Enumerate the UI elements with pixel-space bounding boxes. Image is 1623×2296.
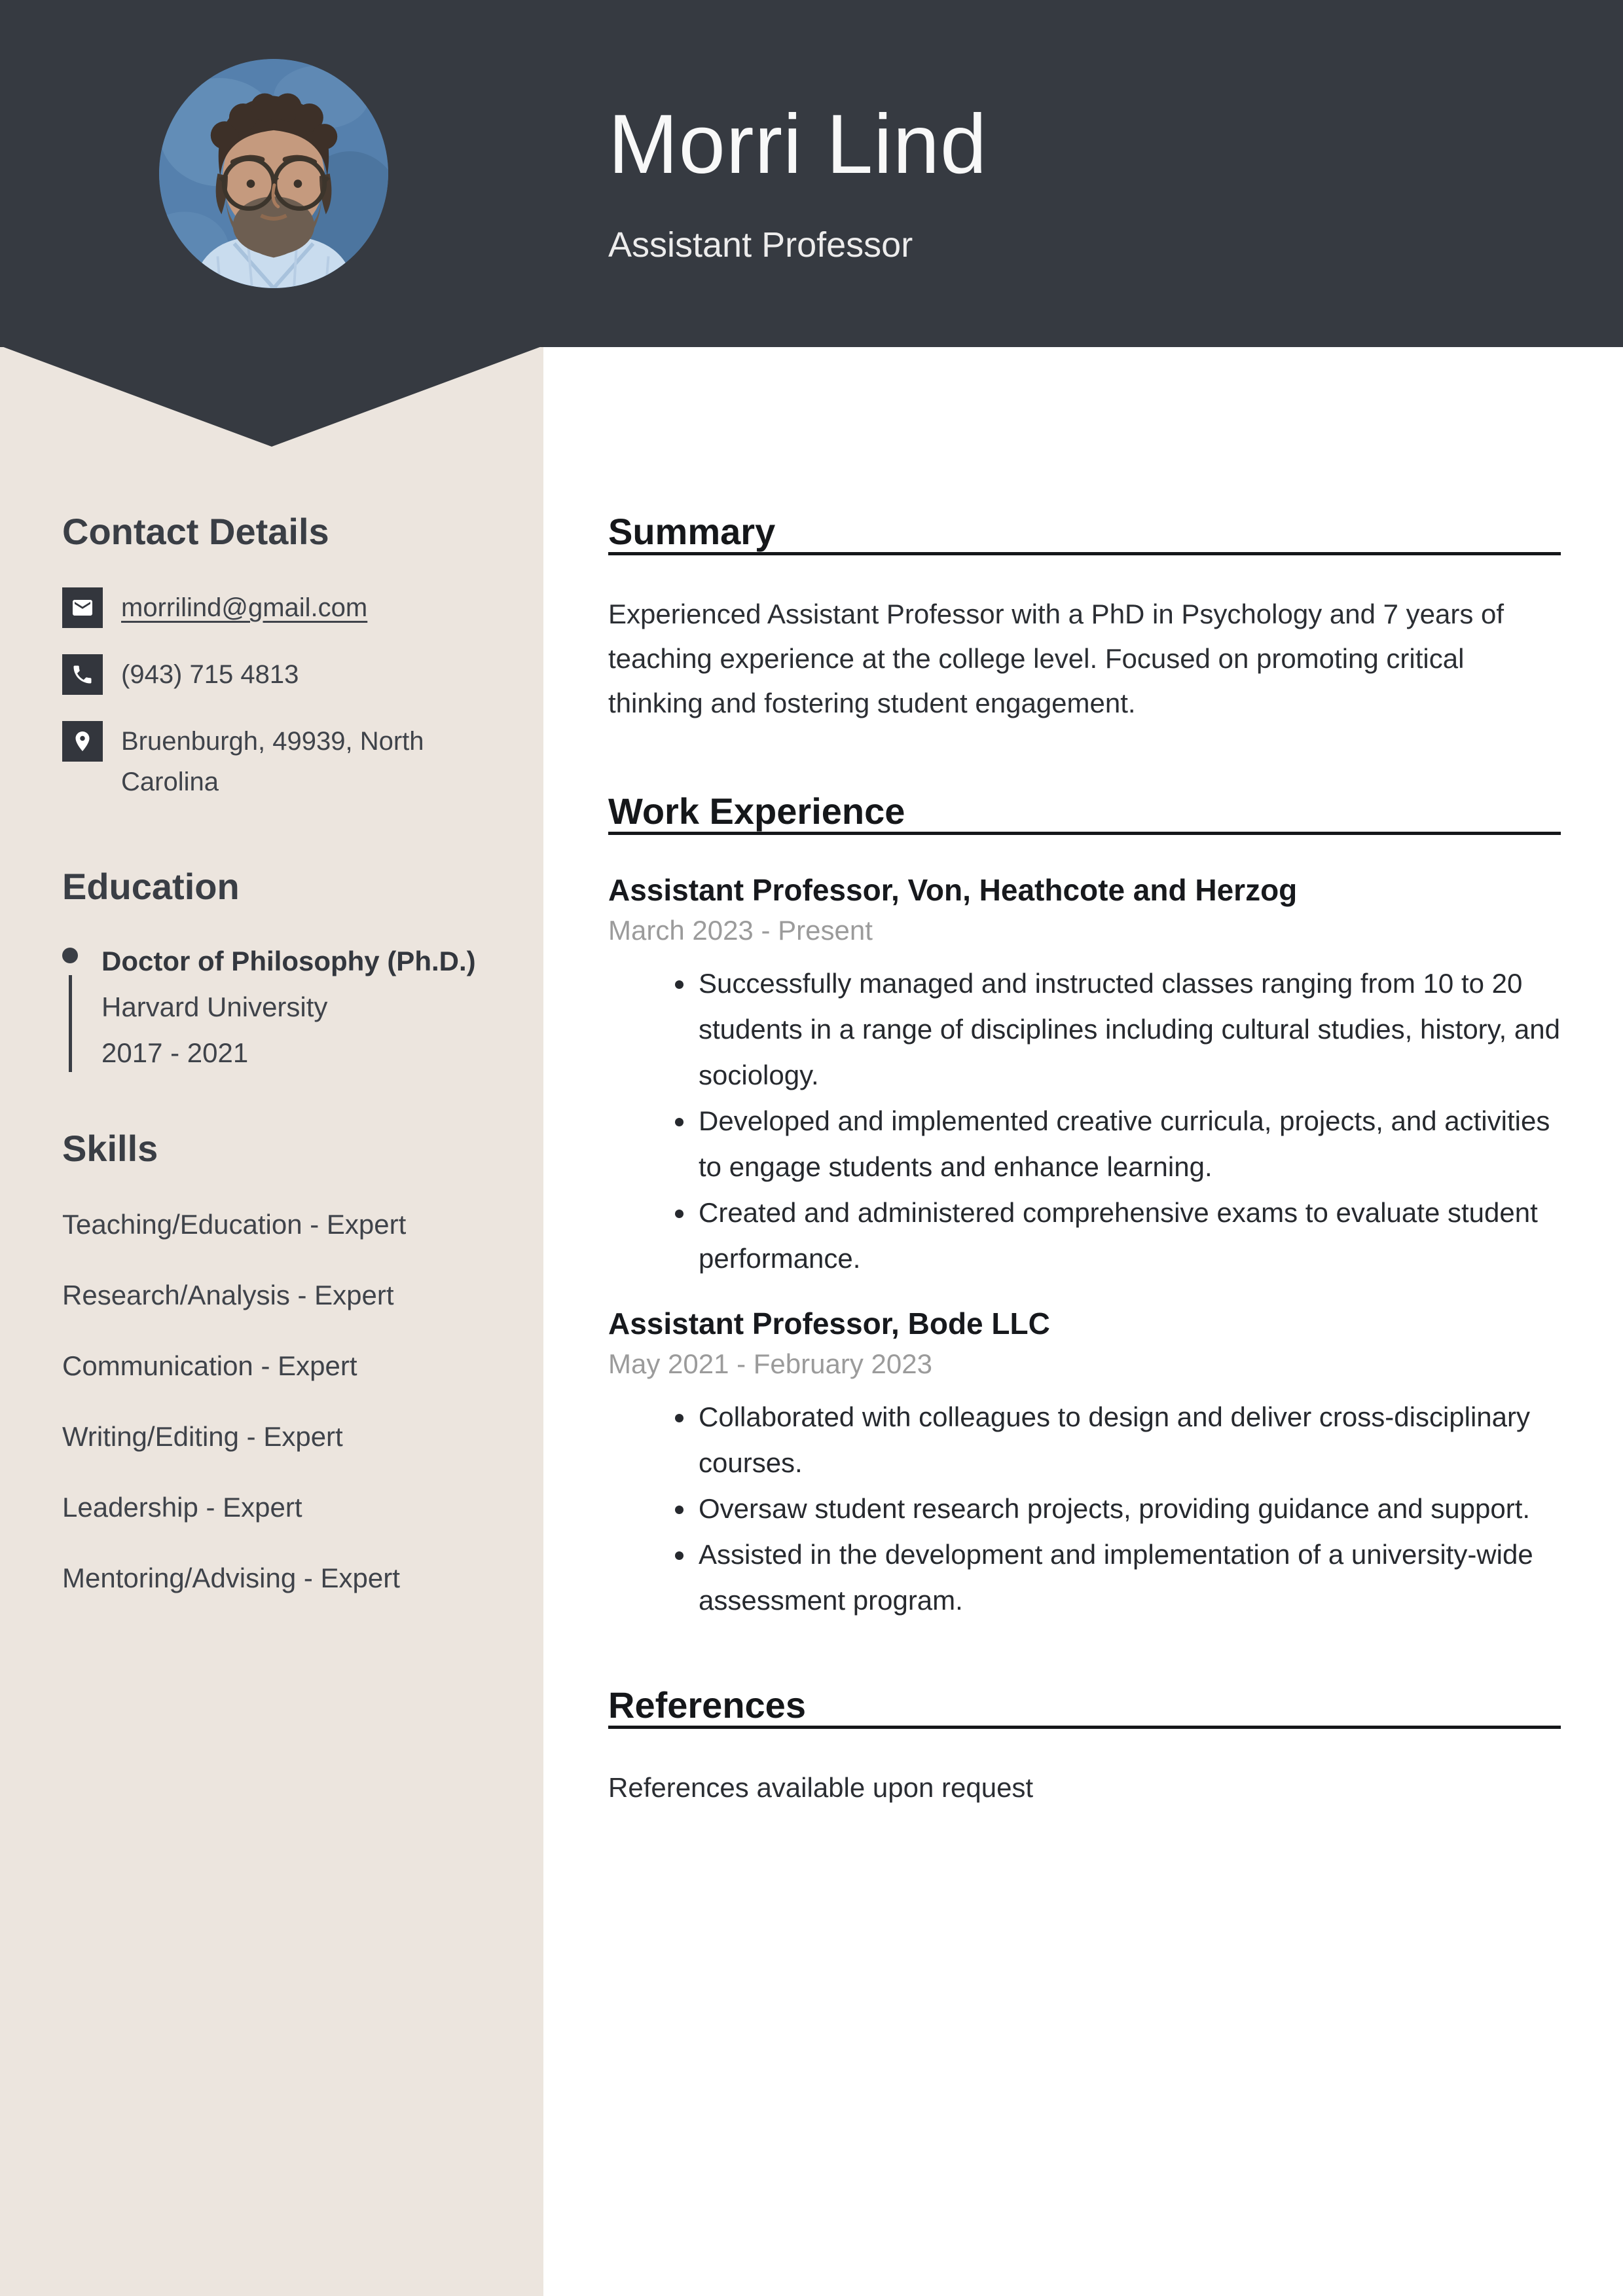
skill-item: Teaching/Education - Expert: [62, 1209, 407, 1240]
contact-details-heading: Contact Details: [62, 511, 329, 552]
contact-phone-value: (943) 715 4813: [121, 660, 299, 689]
summary-heading: Summary: [608, 513, 1561, 555]
contact-list: [62, 587, 491, 802]
education-item-text: [101, 938, 476, 1076]
references-heading: References: [608, 1686, 1561, 1729]
job-bullet-list: [608, 961, 1561, 1282]
education-degree: Doctor of Philosophy (Ph.D.): [101, 946, 476, 976]
skill-item: Writing/Editing - Expert: [62, 1421, 343, 1452]
skill-item: Communication - Expert: [62, 1350, 357, 1381]
education-section: [62, 868, 491, 1076]
profile-photo: [159, 59, 388, 288]
job-bullet-list: [608, 1394, 1561, 1623]
education-timeline: [62, 938, 78, 1076]
job-bullet: • Developed and implemented creative curricula, projects, and activities to engage students and enhance learning.: [696, 1098, 1561, 1190]
contact-location-value: Bruenburgh, 49939, North Carolina: [121, 727, 424, 796]
timeline-dot-icon: [62, 948, 78, 963]
contact-row-email: [62, 587, 491, 628]
work-experience-heading: Work Experience: [608, 792, 1561, 835]
contact-email-value: [121, 587, 367, 628]
job-dates: May 2021 - February 2023: [608, 1348, 932, 1379]
skill-item: Leadership - Expert: [62, 1492, 302, 1523]
job-bullet: • Successfully managed and instructed classes ranging from 10 to 20 students in a range of disciplines including cultural studies, history, and sociology.: [696, 961, 1561, 1098]
education-heading: Education: [62, 866, 240, 907]
job-bullet: • Created and administered comprehensive exams to evaluate student performance.: [696, 1190, 1561, 1282]
skill-item: Mentoring/Advising - Expert: [62, 1563, 400, 1593]
job-dates: March 2023 - Present: [608, 915, 873, 946]
job-entry: [608, 872, 1561, 1282]
contact-section: [62, 513, 491, 802]
contact-row-phone: [62, 654, 491, 695]
education-item: [62, 938, 491, 1076]
email-link[interactable]: morrilind@gmail.com: [121, 593, 368, 622]
profile-photo-illustration: [159, 59, 388, 288]
job-bullet: • Assisted in the development and implementation of a university-wide assessment program.: [696, 1532, 1561, 1623]
email-icon: [62, 587, 103, 628]
references-text: References available upon request: [608, 1772, 1034, 1803]
contact-row-location: [62, 721, 491, 802]
skills-list: [62, 1208, 491, 1595]
summary-text: Experienced Assistant Professor with a PhD in Psychology and 7 years of teaching experience at the college level. Focused on promoting critical thinking and fostering student engagement.: [608, 599, 1504, 718]
work-experience-section: [608, 792, 1561, 1623]
phone-icon: [62, 654, 103, 695]
skill-item: Research/Analysis - Expert: [62, 1280, 394, 1310]
location-icon: [62, 721, 103, 762]
education-years: 2017 - 2021: [101, 1037, 249, 1068]
skills-heading: Skills: [62, 1128, 158, 1169]
job-bullet: • Collaborated with colleagues to design and deliver cross-disciplinary courses.: [696, 1394, 1561, 1486]
timeline-line: [69, 975, 72, 1072]
skills-section: [62, 1130, 491, 1595]
education-school: Harvard University: [101, 991, 328, 1022]
person-job-title: Assistant Professor: [608, 225, 913, 265]
job-title: Assistant Professor, Bode LLC: [608, 1306, 1050, 1341]
person-name: Morri Lind: [608, 98, 988, 191]
header-text-block: [608, 98, 988, 265]
summary-section: [608, 513, 1561, 726]
job-bullet: • Oversaw student research projects, providing guidance and support.: [696, 1486, 1561, 1532]
references-section: [608, 1686, 1561, 1810]
job-title: Assistant Professor, Von, Heathcote and Herzog: [608, 873, 1298, 907]
job-entry: [608, 1305, 1561, 1623]
